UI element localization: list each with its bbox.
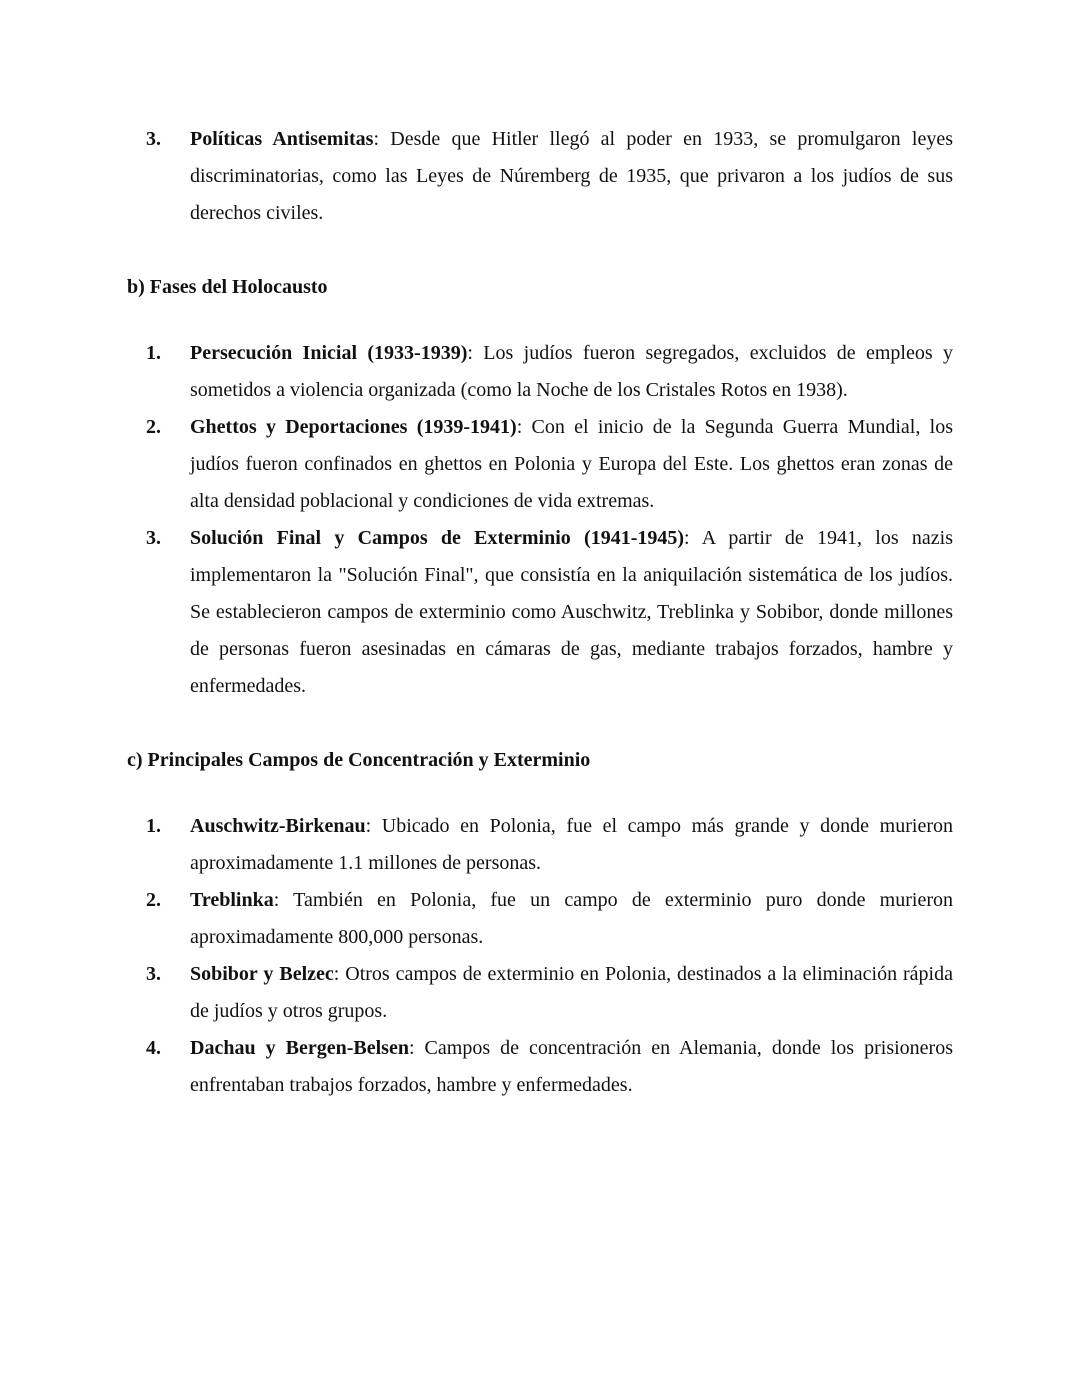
list-item xyxy=(127,121,953,232)
item-text: : Campos de concentración en Alemania, donde los prisioneros enfrentaban trabajos forzados, hambre y enfermedades. xyxy=(190,1037,953,1096)
item-title: Políticas Antisemitas xyxy=(190,128,374,150)
item-text: : Con el inicio de la Segunda Guerra Mundial, los judíos fueron confinados en ghettos en Polonia y Europa del Este. Los ghettos eran zonas de alta densidad poblacional y condiciones de vida extremas. xyxy=(190,416,953,512)
item-text: : Ubicado en Polonia, fue el campo más grande y donde murieron aproximadamente 1.1 millones de personas. xyxy=(190,815,953,874)
item-title: Persecución Inicial (1933-1939) xyxy=(190,342,468,364)
item-title: Sobibor y Belzec xyxy=(190,963,334,985)
item-number: 3. xyxy=(146,527,161,549)
list-item xyxy=(127,956,953,1030)
list-item xyxy=(127,1030,953,1104)
list-item xyxy=(127,335,953,409)
intro-list xyxy=(127,121,953,232)
section-heading: c) Principales Campos de Concentración y Exterminio xyxy=(127,749,591,771)
item-number: 1. xyxy=(146,342,161,364)
item-title: Solución Final y Campos de Exterminio (1941-1945) xyxy=(190,527,685,549)
section-heading: b) Fases del Holocausto xyxy=(127,276,328,298)
item-number: 3. xyxy=(146,128,161,150)
item-text: : También en Polonia, fue un campo de exterminio puro donde murieron aproximadamente 800,000 personas. xyxy=(190,889,953,948)
list-item xyxy=(127,882,953,956)
list-item xyxy=(127,520,953,705)
section-b-list-block xyxy=(127,335,953,705)
item-text: : Desde que Hitler llegó al poder en 1933, se promulgaron leyes discriminatorias, como las Leyes de Núremberg de 1935, que privaron a los judíos de sus derechos civiles. xyxy=(190,128,953,224)
item-number: 2. xyxy=(146,416,161,438)
section-c-list-block xyxy=(127,808,953,1104)
list-item xyxy=(127,409,953,520)
camps-list xyxy=(127,808,953,1104)
item-title: Auschwitz-Birkenau xyxy=(190,815,366,837)
item-title: Dachau y Bergen-Belsen xyxy=(190,1037,409,1059)
item-title: Treblinka xyxy=(190,889,274,911)
section-c xyxy=(127,742,953,779)
item-title: Ghettos y Deportaciones (1939-1941) xyxy=(190,416,517,438)
item-number: 3. xyxy=(146,963,161,985)
section-b xyxy=(127,269,953,306)
item-text: : Otros campos de exterminio en Polonia, destinados a la eliminación rápida de judíos y otros grupos. xyxy=(190,963,953,1022)
item-text: : Los judíos fueron segregados, excluidos de empleos y sometidos a violencia organizada (como la Noche de los Cristales Rotos en 1938). xyxy=(190,342,953,401)
phases-list xyxy=(127,335,953,705)
item-number: 2. xyxy=(146,889,161,911)
item-text: : A partir de 1941, los nazis implementaron la "Solución Final", que consistía en la aniquilación sistemática de los judíos. Se establecieron campos de exterminio como Auschwitz, Treblinka y Sobibor, donde millones de personas fueron asesinadas en cámaras de gas, mediante trabajos forzados, hambre y enfermedades. xyxy=(190,527,953,697)
item-number: 4. xyxy=(146,1037,161,1059)
intro-list-block xyxy=(127,121,953,232)
list-item xyxy=(127,808,953,882)
item-number: 1. xyxy=(146,815,161,837)
